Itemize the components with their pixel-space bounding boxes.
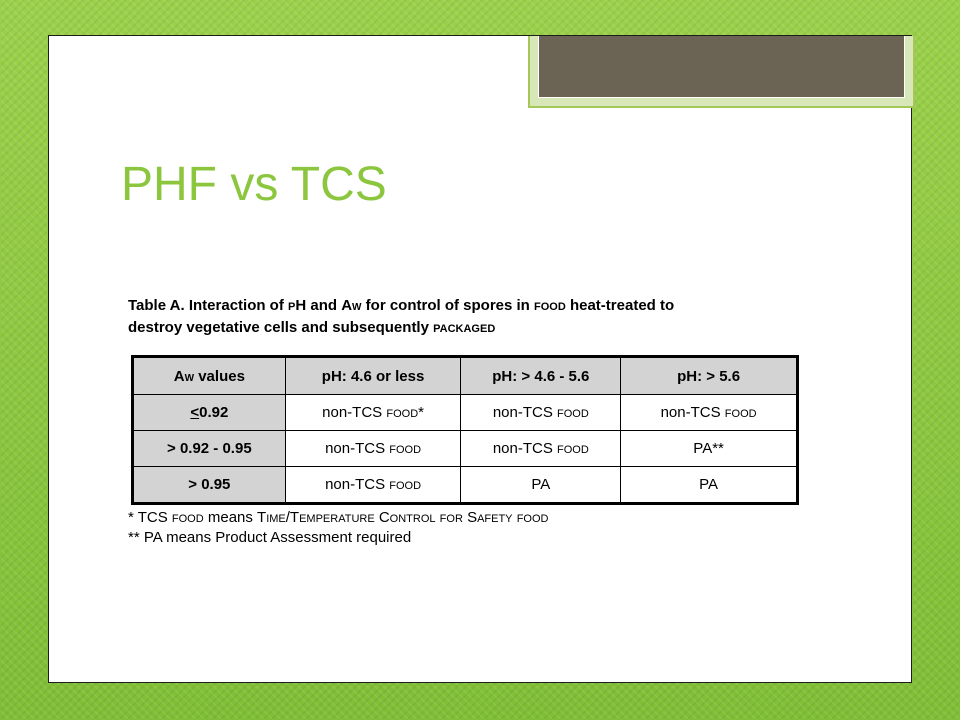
header-ph2: pH: > 4.6 - 5.6: [461, 357, 621, 395]
header-aw-sub: W: [184, 372, 195, 384]
cell-text: non-TCS: [325, 440, 390, 457]
footnote-text: * TCS: [128, 509, 172, 526]
cell-food: food: [724, 404, 757, 421]
decorative-tab: [528, 36, 915, 108]
slide-title: PHF vs TCS: [121, 158, 387, 211]
cell-food: food: [386, 404, 419, 421]
footnotes: [128, 508, 808, 548]
row-aw-value: > 0.92 - 0.95: [133, 431, 286, 467]
table-cell: [461, 395, 621, 431]
caption-aw-sub: W: [352, 302, 362, 313]
caption-text: destroy vegetative cells and subsequently: [128, 319, 434, 336]
table-cell: [285, 395, 461, 431]
footnote-food: food: [171, 509, 204, 526]
cell-food: food: [389, 476, 422, 493]
header-aw-values: [133, 357, 286, 395]
caption-ph-h: H and: [295, 297, 342, 314]
cell-text: non-TCS: [322, 404, 387, 421]
caption-food: food: [534, 297, 566, 314]
header-aw-values-text: values: [194, 367, 245, 385]
decorative-tab-inner: [538, 36, 905, 98]
caption-ph-p: p: [288, 297, 296, 314]
footnote-tcs-definition: Time/Temperature Control for Safety food: [257, 509, 549, 526]
table-row: [133, 467, 798, 504]
header-aw-label: A: [173, 367, 185, 385]
row-aw-rest: 0.92: [199, 404, 229, 421]
caption-text: for control of spores in: [361, 297, 535, 314]
header-ph3: pH: > 5.6: [621, 357, 798, 395]
row-aw-value: [133, 395, 286, 431]
footnote-1: [128, 508, 808, 528]
row-aw-value: > 0.95: [133, 467, 286, 504]
footnote-text: means: [203, 509, 258, 526]
caption-text: Table A. Interaction of: [128, 297, 289, 314]
cell-text: non-TCS: [492, 404, 558, 421]
table-cell: [461, 431, 621, 467]
footnote-2: ** PA means Product Assessment required: [128, 529, 412, 546]
caption-text: heat-treated to: [565, 297, 675, 314]
table-cell: [285, 467, 461, 504]
table-row: [133, 395, 798, 431]
cell-food: food: [557, 404, 589, 421]
caption-aw: A: [341, 297, 353, 314]
table-caption: [128, 296, 808, 338]
table-cell: PA: [461, 467, 621, 504]
table-header-row: [133, 357, 798, 395]
row-aw-prefix: <: [190, 404, 200, 421]
table-cell: PA**: [621, 431, 798, 467]
interaction-table: [131, 355, 799, 505]
cell-text: non-TCS: [492, 440, 558, 457]
table-row: [133, 431, 798, 467]
cell-text: non-TCS: [660, 404, 725, 421]
table-cell: PA: [621, 467, 798, 504]
cell-food: food: [389, 440, 422, 457]
table-cell: [285, 431, 461, 467]
table-cell: [621, 395, 798, 431]
cell-suffix: *: [418, 404, 424, 421]
caption-packaged: packaged: [433, 319, 496, 336]
cell-text: non-TCS: [325, 476, 390, 493]
header-ph1: pH: 4.6 or less: [285, 357, 461, 395]
cell-food: food: [557, 440, 589, 457]
